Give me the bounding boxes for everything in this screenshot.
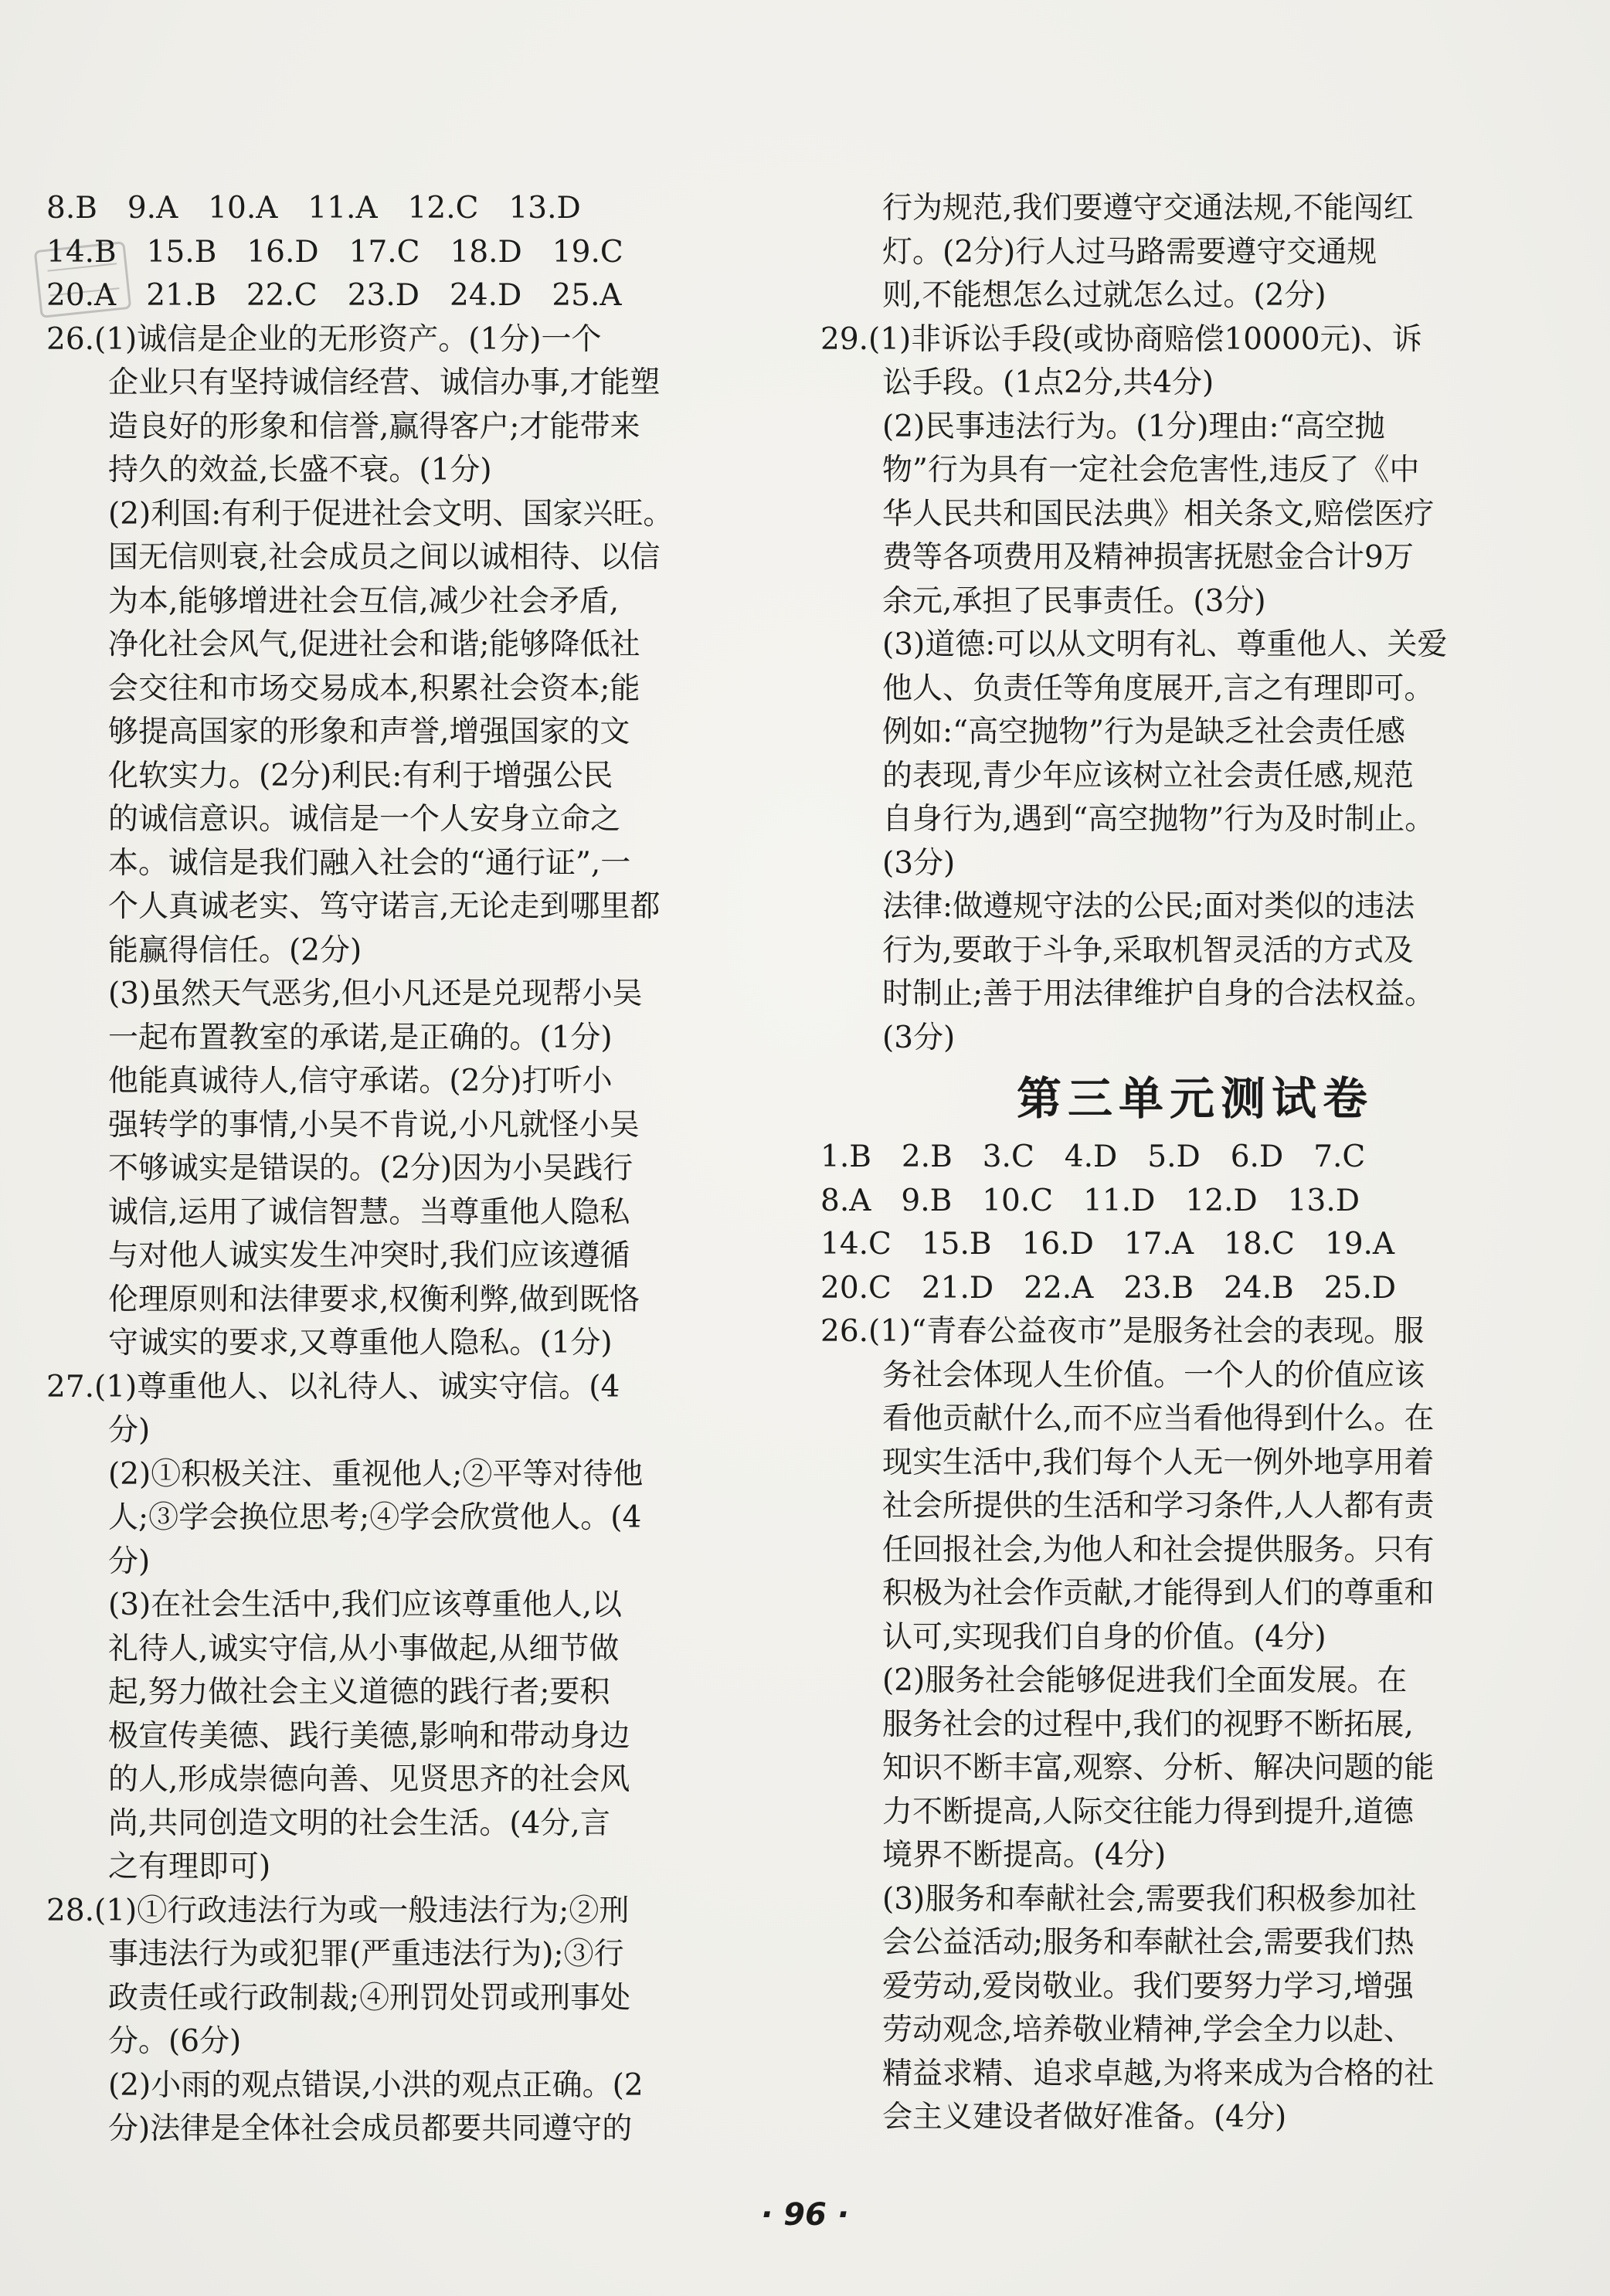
text-line: 不够诚实是错误的。(2分)因为小吴践行 — [108, 1151, 633, 1186]
text-line: 行为规范,我们要遵守交通法规,不能闯红 — [882, 191, 1414, 226]
text-line: 造良好的形象和信誉,赢得客户;才能带来 — [108, 409, 640, 444]
text-line: (3)在社会生活中,我们应该尊重他人,以 — [108, 1588, 623, 1622]
text-line: 企业只有坚持诚信经营、诚信办事,才能塑 — [108, 365, 661, 400]
text-line: 8.A 9.B 10.C 11.D 12.D 13.D — [820, 1183, 1360, 1218]
text-line: 尚,共同创造文明的社会生活。(4分,言 — [108, 1805, 610, 1841]
text-line: 会公益活动;服务和奉献社会,需要我们热 — [882, 1925, 1415, 1960]
text-line: 一起布置教室的承诺,是正确的。(1分) — [108, 1020, 613, 1055]
text-line: 持久的效益,长盛不衰。(1分) — [108, 453, 492, 487]
text-line: 8.B 9.A 10.A 11.A 12.C 13.D — [46, 191, 581, 226]
text-line: 够提高国家的形象和声誉,增强国家的文 — [108, 715, 630, 749]
text-line: 1.B 2.B 3.C 4.D 5.D 6.D 7.C — [820, 1140, 1366, 1174]
right-column-top — [820, 187, 1570, 1060]
page-number: · 96 · — [761, 2197, 849, 2233]
text-line: 诚信,运用了诚信智慧。当尊重他人隐私 — [108, 1194, 630, 1230]
text-line: 人;③学会换位思考;④学会欣赏他人。(4 — [108, 1500, 642, 1535]
text-line: 强转学的事情,小吴不肯说,小凡就怪小吴 — [108, 1107, 640, 1143]
text-line: 的表现,青少年应该树立社会责任感,规范 — [882, 758, 1414, 793]
text-line: 讼手段。(1点2分,共4分) — [882, 365, 1214, 400]
section-title: 第三单元测试卷 — [1016, 1072, 1374, 1125]
text-line: 现实生活中,我们每个人无一例外地享用着 — [882, 1445, 1435, 1480]
text-line: 极宣传美德、践行美德,影响和带动身边 — [108, 1718, 630, 1754]
text-line: 力不断提高,人际交往能力得到提升,道德 — [882, 1794, 1414, 1829]
text-line: 14.B 15.B 16.D 17.C 18.D 19.C — [46, 234, 623, 270]
text-line: 看他贡献什么,而不应当看他得到什么。在 — [882, 1401, 1435, 1436]
text-line: 与对他人诚实发生冲突时,我们应该遵循 — [108, 1238, 630, 1273]
text-line: 会主义建设者做好准备。(4分) — [882, 2100, 1287, 2135]
text-line: 起,努力做社会主义道德的践行者;要积 — [108, 1675, 610, 1710]
text-line: 法律:做遵规守法的公民;面对类似的违法 — [882, 889, 1415, 924]
text-line: 则,不能想怎么过就怎么过。(2分) — [882, 278, 1326, 313]
text-line: 例如:“高空抛物”行为是缺乏社会责任感 — [882, 715, 1406, 749]
left-column — [46, 187, 788, 2152]
text-line: 为本,能够增进社会互信,减少社会矛盾, — [108, 583, 620, 619]
text-line: 国无信则衰,社会成员之间以诚相待、以信 — [108, 540, 661, 575]
text-line: 个人真诚老实、笃守诺言,无论走到哪里都 — [108, 889, 661, 924]
text-line: 社会所提供的生活和学习条件,人人都有责 — [882, 1489, 1435, 1523]
text-line: (2)①积极关注、重视他人;②平等对待他 — [108, 1456, 644, 1492]
text-line: 14.C 15.B 16.D 17.A 18.C 19.A — [820, 1227, 1395, 1262]
text-line: 政责任或行政制裁;④刑罚处罚或刑事处 — [108, 1980, 631, 2016]
text-line: 净化社会风气,促进社会和谐;能够降低社 — [108, 627, 640, 662]
text-line: 自身行为,遇到“高空抛物”行为及时制止。 — [882, 802, 1435, 837]
right-column — [820, 187, 1570, 2140]
text-line: (3分) — [882, 845, 956, 881]
text-line: 他能真诚待人,信守承诺。(2分)打听小 — [108, 1064, 613, 1099]
text-line: (3分) — [882, 1020, 956, 1055]
text-line: 物”行为具有一定社会危害性,违反了《中 — [882, 453, 1420, 487]
text-line: 精益求精、追求卓越,为将来成为合格的社 — [882, 2056, 1435, 2091]
text-line: 服务社会的过程中,我们的视野不断拓展, — [882, 1707, 1414, 1742]
text-line: 20.A 21.B 22.C 23.D 24.D 25.A — [46, 278, 622, 313]
text-line: 本。诚信是我们融入社会的“通行证”,一 — [108, 845, 631, 881]
text-line: 守诚实的要求,又尊重他人隐私。(1分) — [108, 1326, 613, 1360]
text-line: 费等各项费用及精神损害抚慰金合计9万 — [882, 540, 1414, 575]
text-line: (3)道德:可以从文明有礼、尊重他人、关爱 — [882, 627, 1448, 662]
text-line: 爱劳动,爱岗敬业。我们要努力学习,增强 — [882, 1968, 1414, 2004]
text-line: 灯。(2分)行人过马路需要遵守交通规 — [882, 234, 1377, 270]
text-line: 劳动观念,培养敬业精神,学会全力以赴、 — [882, 2012, 1414, 2047]
text-line: 礼待人,诚实守信,从小事做起,从细节做 — [108, 1631, 620, 1666]
text-line: (2)民事违法行为。(1分)理由:“高空抛 — [882, 409, 1385, 444]
text-line: (3)虽然天气恶劣,但小凡还是兑现帮小吴 — [108, 976, 643, 1011]
text-line: 分)法律是全体社会成员都要共同遵守的 — [108, 2111, 633, 2146]
text-line: 知识不断丰富,观察、分析、解决问题的能 — [882, 1751, 1435, 1785]
text-line: 积极为社会作贡献,才能得到人们的尊重和 — [882, 1576, 1435, 1611]
text-line: 伦理原则和法律要求,权衡利弊,做到既恪 — [108, 1282, 640, 1317]
text-line: (2)服务社会能够促进我们全面发展。在 — [882, 1663, 1408, 1698]
text-line: 分。(6分) — [108, 2024, 242, 2059]
text-line: 事违法行为或犯罪(严重违法行为);③行 — [108, 1937, 624, 1972]
text-line: 余元,承担了民事责任。(3分) — [882, 583, 1266, 619]
text-line: 分) — [108, 1413, 151, 1448]
text-line: 能赢得信任。(2分) — [108, 932, 362, 968]
text-line: (2)小雨的观点错误,小洪的观点正确。(2 — [108, 2067, 644, 2103]
text-line: 分) — [108, 1544, 151, 1579]
text-line: 务社会体现人生价值。一个人的价值应该 — [882, 1357, 1425, 1393]
text-line: 28.(1)①行政违法行为或一般违法行为;②刑 — [46, 1893, 630, 1928]
text-line: 会交往和市场交易成本,积累社会资本;能 — [108, 671, 640, 706]
text-line: (2)利国:有利于促进社会文明、国家兴旺。 — [108, 496, 674, 532]
text-line: 他人、负责任等角度展开,言之有理即可。 — [882, 671, 1435, 706]
text-line: 26.(1)“青春公益夜市”是服务社会的表现。服 — [820, 1314, 1425, 1349]
text-line: 27.(1)尊重他人、以礼待人、诚实守信。(4 — [46, 1369, 620, 1404]
text-line: 认可,实现我们自身的价值。(4分) — [882, 1619, 1326, 1655]
text-line: 行为,要敢于斗争,采取机智灵活的方式及 — [882, 932, 1414, 968]
text-line: 华人民共和国民法典》相关条文,赔偿医疗 — [882, 496, 1435, 532]
text-line: 26.(1)诚信是企业的无形资产。(1分)一个 — [46, 321, 602, 357]
text-line: 20.C 21.D 22.A 23.B 24.B 25.D — [820, 1270, 1396, 1306]
text-line: 之有理即可) — [108, 1849, 271, 1884]
text-line: 的人,形成崇德向善、见贤思齐的社会风 — [108, 1762, 630, 1797]
text-line: 的诚信意识。诚信是一个人安身立命之 — [108, 802, 621, 837]
text-line: 化软实力。(2分)利民:有利于增强公民 — [108, 758, 613, 793]
text-line: 29.(1)非诉讼手段(或协商赔偿10000元)、诉 — [820, 321, 1422, 357]
text-line: 时制止;善于用法律维护自身的合法权益。 — [882, 976, 1435, 1011]
text-line: 任回报社会,为他人和社会提供服务。只有 — [882, 1532, 1435, 1567]
right-column-bottom — [820, 1136, 1570, 2140]
text-line: (3)服务和奉献社会,需要我们积极参加社 — [882, 1881, 1417, 1917]
text-line: 境界不断提高。(4分) — [882, 1838, 1167, 1873]
